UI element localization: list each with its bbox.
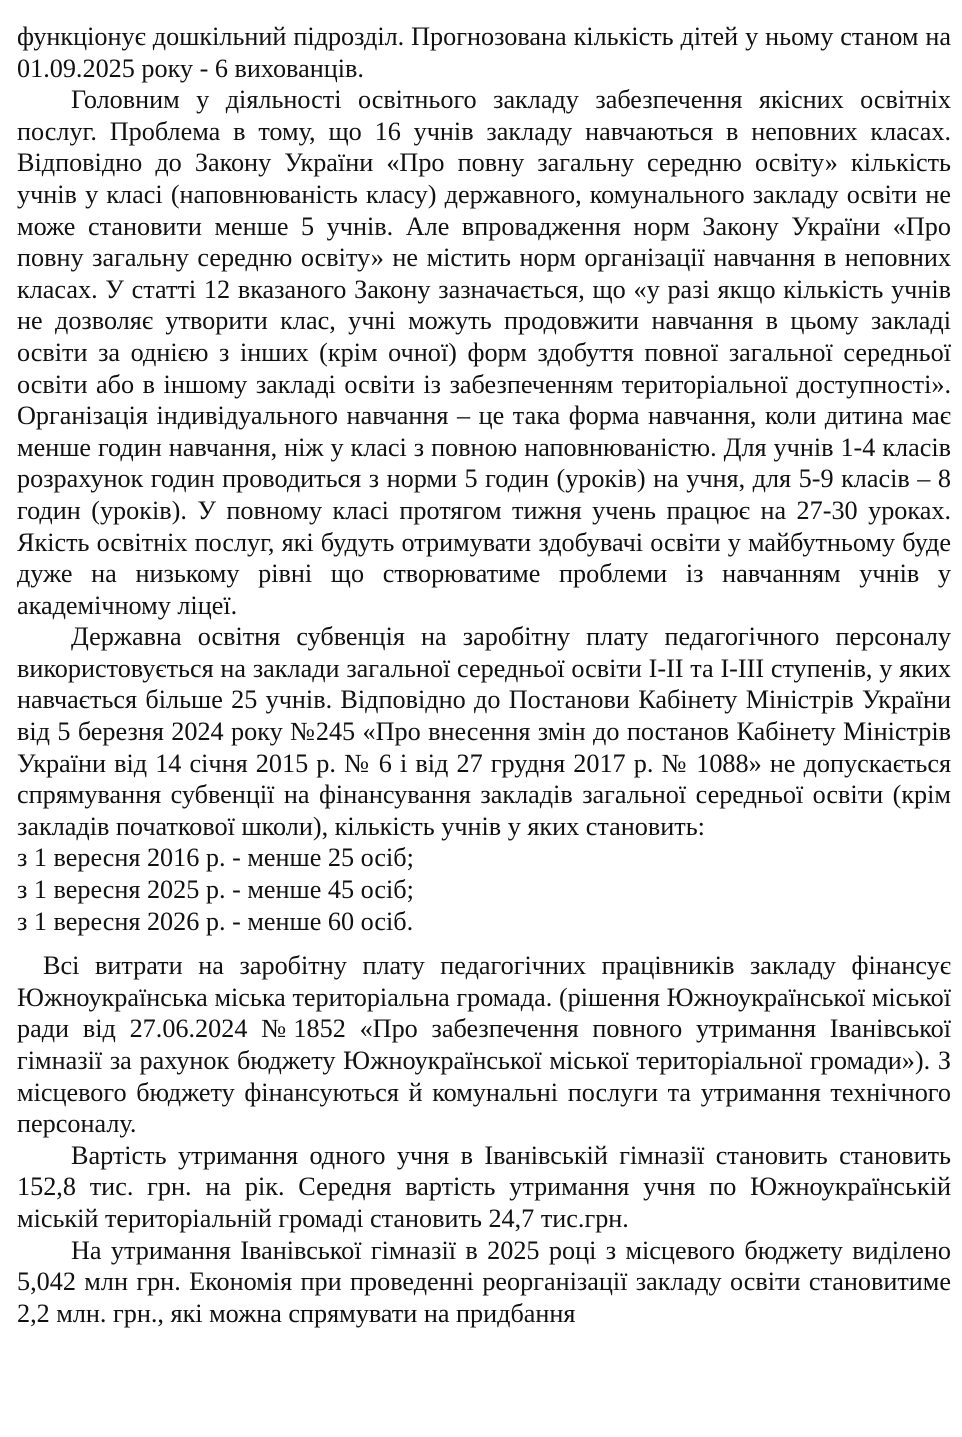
paragraph-preschool-forecast: функціонує дошкільний підрозділ. Прогнозована кількість дітей у ньому станом на 01.09.2025 року - 6 вихованців.: [17, 22, 951, 83]
paragraph-budget-economy: На утримання Іванівської гімназії в 2025 році з місцевого бюджету виділено 5,042 млн грн. Економія при проведенні реорганізації закладу освіти становитиме 2,2 млн. грн., які можна спрямувати на придбання: [17, 1235, 951, 1328]
paragraph-gap: [17, 937, 951, 950]
document-page: [17, 21, 951, 1329]
paragraph-quality-education: Головним у діяльності освітнього закладу забезпечення якісних освітніх послуг. Проблема в тому, що 16 учнів закладу навчаються в неповних класах. Відповідно до Закону України «Про повну загальну середню освіту» кількість учнів у класі (наповнюваність класу) державного, комунального закладу освіти не може становити менше 5 учнів. Але впровадження норм Закону України «Про повну загальну середню освіту» не містить норм організації навчання в неповних класах. У статті 12 вказаного Закону зазначається, що «у разі якщо кількість учнів не дозволяє утворити клас, учні можуть продовжити навчання в цьому закладі освіти за однією з інших (крім очної) форм здобуття повної загальної середньої освіти або в іншому закладі освіти із забезпеченням територіальної доступності». Організація індивідуального навчання – це така форма навчання, коли дитина має менше годин навчання, ніж у класі з повною наповнюваністю. Для учнів 1-4 класів розрахунок годин проводиться з норми 5 годин (уроків) на учня, для 5-9 класів – 8 годин (уроків). У повному класі протягом тижня учень працює на 27-30 уроках. Якість освітніх послуг, які будуть отримувати здобувачі освіти у майбутньому буде дуже на низькому рівні що створюватиме проблеми із навчанням учнів у академічному ліцеї.: [17, 85, 951, 620]
list-item-2016: з 1 вересня 2016 р. - менше 25 осіб;: [17, 843, 414, 873]
paragraph-student-cost: Вартість утримання одного учня в Іванівській гімназії становить становить 152,8 тис. грн. на рік. Середня вартість утримання учня по Южноукраїнській міській територіальній громаді становить 24,7 тис.грн.: [17, 1140, 951, 1233]
paragraph-state-subvention: Державна освітня субвенція на заробітну плату педагогічного персоналу використовується на заклади загальної середньої освіти I-II та I-III ступенів, у яких навчається більше 25 учнів. Відповідно до Постанови Кабінету Міністрів України від 5 березня 2024 року №245 «Про внесення змін до постанов Кабінету Міністрів України від 14 січня 2015 р. № 6 і від 27 грудня 2017 р. № 1088» не допускається спрямування субвенції на фінансування закладів загальної середньої освіти (крім закладів початкової школи), кількість учнів у яких становить:: [17, 622, 951, 841]
list-item-2026: з 1 вересня 2026 р. - менше 60 осіб.: [17, 906, 414, 936]
paragraph-salary-financing: Всі витрати на заробітну плату педагогічних працівників закладу фінансує Южноукраїнська міська територіальна громада. (рішення Южноукраїнської міської ради від 27.06.2024 №1852 «Про забезпечення повного утримання Іванівської гімназії за рахунок бюджету Южноукраїнської міської територіальної громади»). З місцевого бюджету фінансуються й комунальні послуги та утримання технічного персоналу.: [17, 951, 951, 1139]
list-item-2025: з 1 вересня 2025 р. - менше 45 осіб;: [17, 875, 414, 905]
